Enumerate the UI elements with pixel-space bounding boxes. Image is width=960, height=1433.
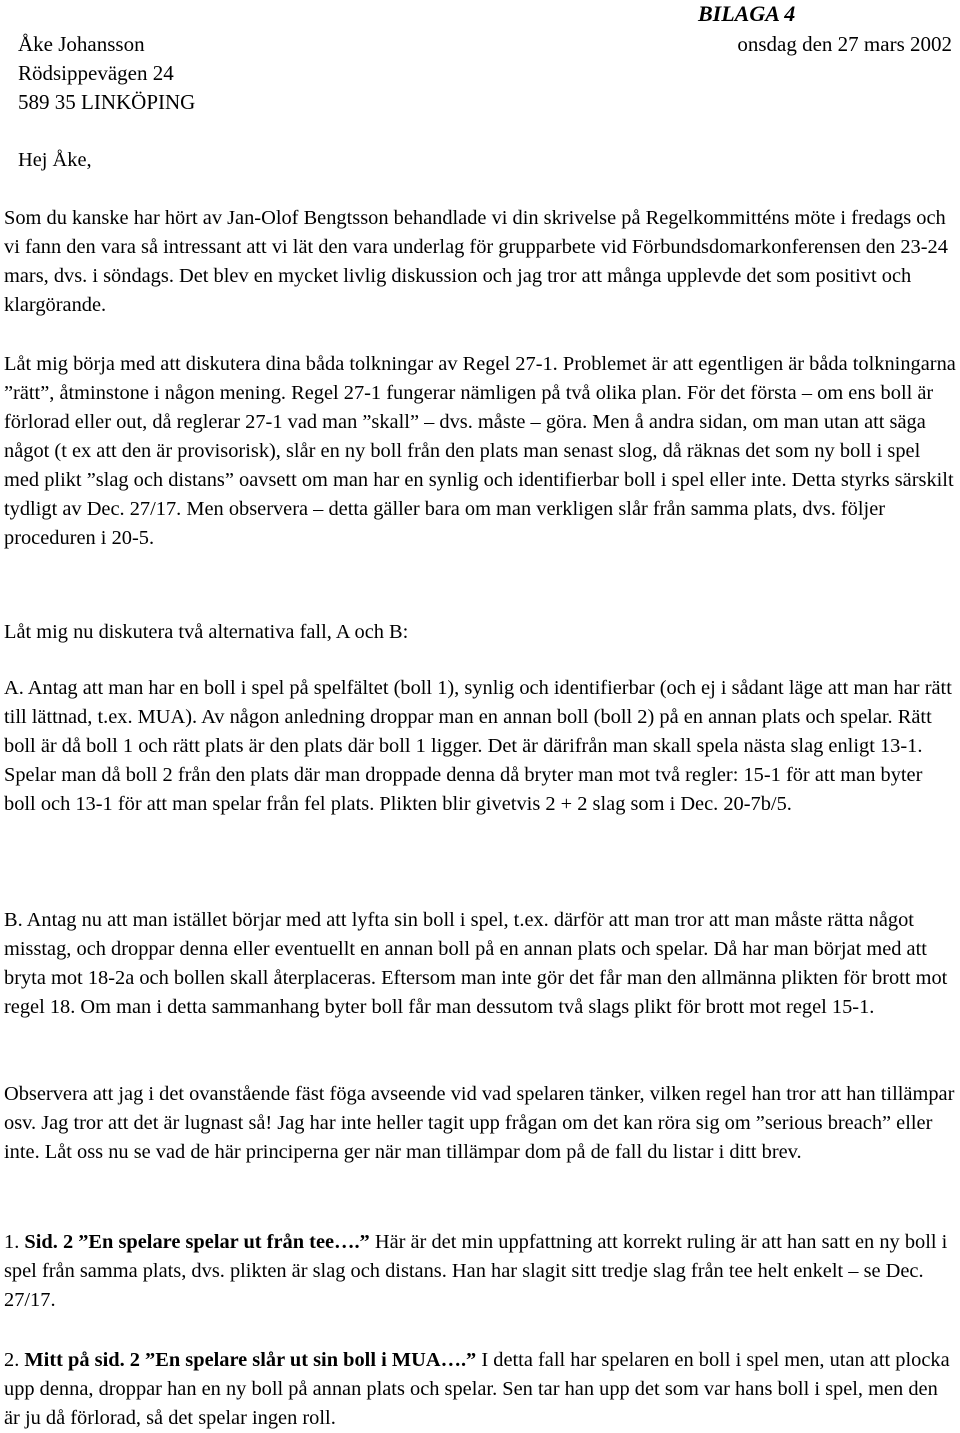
letter-date: onsdag den 27 mars 2002 bbox=[737, 32, 952, 56]
paragraph-alternatives-intro: Låt mig nu diskutera två alternativa fall, A och B: bbox=[4, 621, 409, 643]
list-item-2-text: I detta fall har spelaren en boll i spel men, utan att plocka upp denna, droppar han en ny boll på annan plats och spelar. Sen tar han upp det som var hans boll i spel, men den är ju då förlorad, så det spelar ingen roll. bbox=[4, 1349, 950, 1429]
greeting: Hej Åke, bbox=[18, 149, 92, 171]
sender-address bbox=[18, 30, 195, 117]
sender-city: 589 35 LINKÖPING bbox=[18, 90, 196, 114]
list-item-1-heading: Sid. 2 ”En spelare spelar ut från tee….” bbox=[24, 1231, 370, 1253]
list-item-2-number: 2. bbox=[4, 1349, 20, 1371]
paragraph-case-b: B. Antag nu att man istället börjar med att lyfta sin boll i spel, t.ex. därför att man tror att man måste rätta något misstag, och droppar denna eller eventuellt en annan boll på en annan plats och spelar. Då har man börjat med att bryta mot 18-2a och bollen skall återplaceras. Eftersom man inte gör det får man den allmänna plikten för brott mot regel 18. Om man i detta sammanhang byter boll får man dessutom två slags plikt för brott mot regel 15-1. bbox=[4, 909, 948, 1018]
list-item-1-number: 1. bbox=[4, 1231, 20, 1253]
list-item-1 bbox=[4, 1228, 956, 1315]
list-item-2-heading: Mitt på sid. 2 ”En spelare slår ut sin boll i MUA….” bbox=[24, 1349, 477, 1371]
list-item-1-text: Här är det min uppfattning att korrekt ruling är att han satt en ny boll i spel från samma plats, dvs. plikten är slag och distans. Han har slagit sitt tredje slag från tee helt enkelt – se Dec. 27/17. bbox=[4, 1231, 948, 1311]
paragraph-intro: Som du kanske har hört av Jan-Olof Bengtsson behandlade vi din skrivelse på Regelkommitténs möte i fredags och vi fann den vara så intressant att vi lät den vara underlag för grupparbete vid Förbundsdomarkonferensen den 23-24 mars, dvs. i söndags. Det blev en mycket livlig diskussion och jag tror att många upplevde det som positivt och klargörande. bbox=[4, 207, 948, 316]
attachment-label: BILAGA 4 bbox=[698, 1, 796, 26]
sender-street: Rödsippevägen 24 bbox=[18, 61, 174, 85]
list-item-2 bbox=[4, 1346, 956, 1433]
paragraph-case-a: A. Antag att man har en boll i spel på spelfältet (boll 1), synlig och identifierbar (och ej i sådant läge att man har rätt till lättnad, t.ex. MUA). Av någon anledning droppar man en annan boll (boll 2) på en annan plats och spelar. Rätt boll är då boll 1 och rätt plats är den plats där boll 1 ligger. Det är därifrån man skall spela nästa slag enligt 13-1. Spelar man då boll 2 från den plats där man droppade denna då bryter man mot två regler: 15-1 för att man byter boll och 13-1 för att man spelar från fel plats. Plikten blir givetvis 2 + 2 slag som i Dec. 20-7b/5. bbox=[4, 677, 952, 815]
paragraph-observation: Observera att jag i det ovanstående fäst föga avseende vid vad spelaren tänker, vilken regel han tror att han tillämpar osv. Jag tror att det är lugnast så! Jag har inte heller tagit upp frågan om det kan röra sig om ”serious breach” eller inte. Låt oss nu se vad de här principerna ger när man tillämpar dom på de fall du listar i ditt brev. bbox=[4, 1083, 955, 1163]
paragraph-rule-27-1: Låt mig börja med att diskutera dina båda tolkningar av Regel 27-1. Problemet är att egentligen är båda tolkningarna ”rätt”, åtminstone i någon mening. Regel 27-1 fungerar nämligen på två olika plan. För det första – om ens boll är förlorad eller out, då reglerar 27-1 vad man ”skall” – dvs. måste – göra. Men å andra sidan, om man utan att säga något (t ex att den är provisorisk), slår en ny boll från den plats man senast slog, då räknas det som ny boll i spel med plikt ”slag och distans” oavsett om man har en synlig och identifierbar boll i spel eller inte. Detta styrks särskilt tydligt av Dec. 27/17. Men observera – detta gäller bara om man verkligen slår från samma plats, dvs. följer proceduren i 20-5. bbox=[4, 353, 956, 549]
sender-name: Åke Johansson bbox=[18, 32, 145, 56]
